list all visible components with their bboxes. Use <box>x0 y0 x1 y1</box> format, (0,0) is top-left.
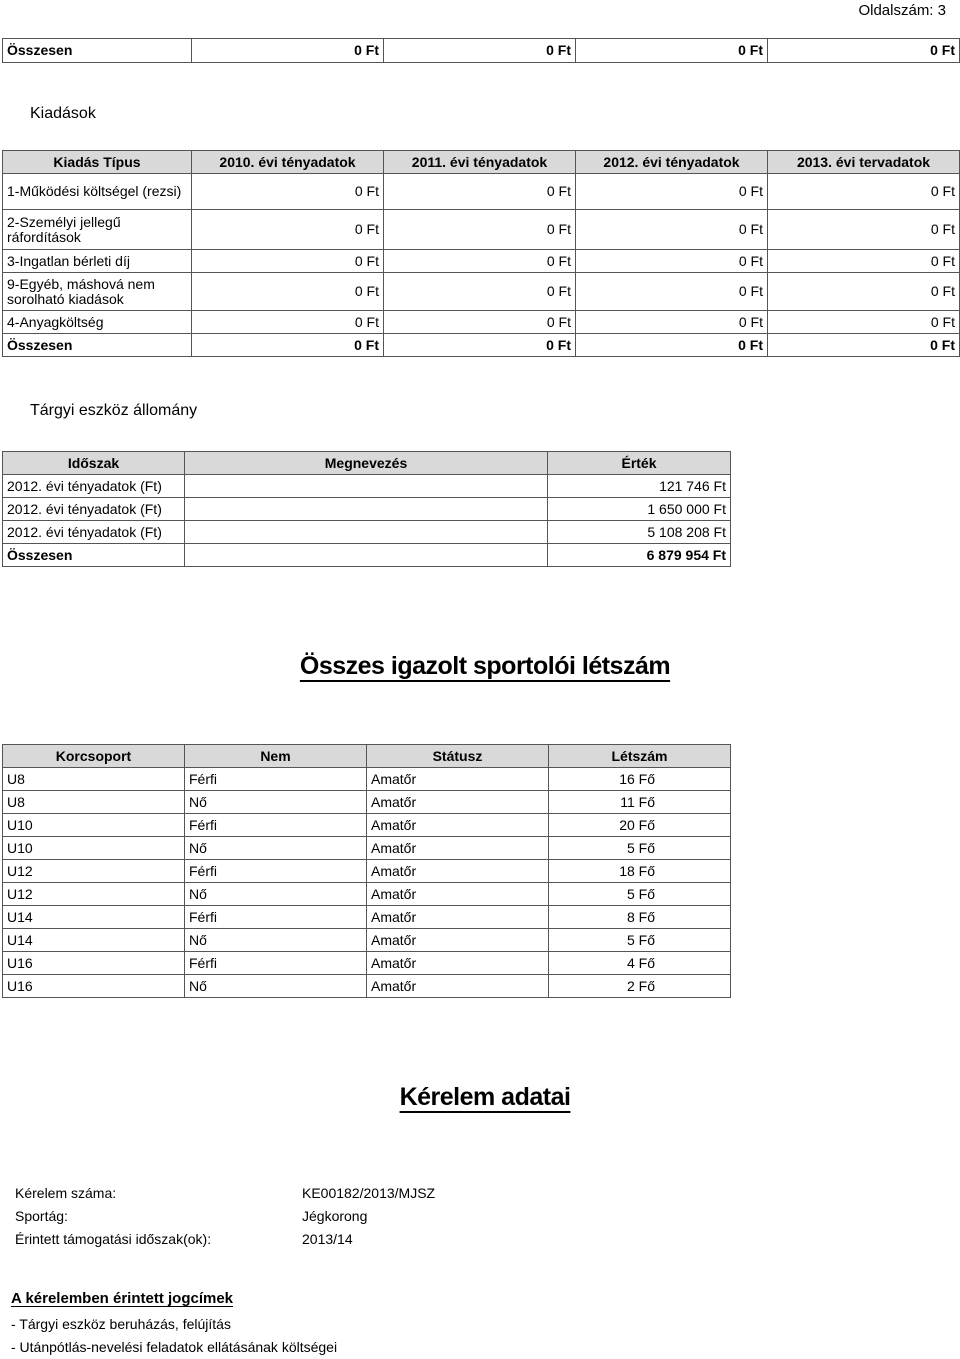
expenses-table <box>2 150 960 357</box>
list-item: - Utánpótlás-nevelési feladatok ellátásának költségei <box>11 1339 338 1355</box>
table-row <box>3 174 960 210</box>
request-field-value: 2013/14 <box>302 1231 353 1247</box>
request-field-label: Érintett támogatási időszak(ok): <box>15 1231 212 1247</box>
expense-value: 0 Ft <box>384 174 576 210</box>
table-row <box>3 210 960 250</box>
status: Amatőr <box>367 860 549 883</box>
expense-type: 1-Működési költségel (rezsi) <box>3 174 192 210</box>
table-row <box>3 791 731 814</box>
table-row <box>3 250 960 273</box>
gender: Nő <box>185 791 367 814</box>
expenses-header: Kiadás Típus <box>3 151 192 174</box>
status: Amatőr <box>367 975 549 998</box>
headcount: 2 Fő <box>549 975 731 998</box>
table-row <box>3 883 731 906</box>
top-total-value: 0 Ft <box>384 39 576 63</box>
headcount: 18 Fő <box>549 860 731 883</box>
legal-list <box>11 1313 337 1359</box>
table-row <box>3 906 731 929</box>
athletes-header: Korcsoport <box>3 745 185 768</box>
assets-total-value: 6 879 954 Ft <box>548 544 731 567</box>
expense-value: 0 Ft <box>192 210 384 250</box>
asset-name <box>185 475 548 498</box>
age-group: U16 <box>3 975 185 998</box>
athletes-header: Létszám <box>549 745 731 768</box>
table-row <box>3 475 731 498</box>
expense-value: 0 Ft <box>192 311 384 334</box>
expense-value: 0 Ft <box>576 174 768 210</box>
expense-value: 0 Ft <box>192 273 384 311</box>
age-group: U12 <box>3 860 185 883</box>
gender: Férfi <box>185 860 367 883</box>
headcount: 4 Fő <box>549 952 731 975</box>
expenses-total-value: 0 Ft <box>768 334 960 357</box>
asset-period: 2012. évi tényadatok (Ft) <box>3 498 185 521</box>
gender: Férfi <box>185 952 367 975</box>
expenses-header: 2013. évi tervadatok <box>768 151 960 174</box>
table-row <box>3 975 731 998</box>
asset-name <box>185 498 548 521</box>
athletes-header: Státusz <box>367 745 549 768</box>
expenses-header: 2012. évi tényadatok <box>576 151 768 174</box>
expense-type: 9-Egyéb, máshová nem sorolható kiadások <box>3 273 192 311</box>
table-row <box>3 273 960 311</box>
assets-table <box>2 451 731 567</box>
page-number: Oldalszám: 3 <box>858 2 946 19</box>
headcount: 16 Fő <box>549 768 731 791</box>
age-group: U8 <box>3 768 185 791</box>
status: Amatőr <box>367 906 549 929</box>
request-title: Kérelem adatai <box>399 1083 571 1111</box>
expense-type: 2-Személyi jellegű ráfordítások <box>3 210 192 250</box>
expenses-total-value: 0 Ft <box>384 334 576 357</box>
request-field-label: Kérelem száma: <box>15 1185 117 1201</box>
expense-value: 0 Ft <box>384 273 576 311</box>
gender: Férfi <box>185 814 367 837</box>
asset-name <box>185 521 548 544</box>
request-field-label: Sportág: <box>15 1208 68 1224</box>
expenses-total-label: Összesen <box>3 334 192 357</box>
assets-header: Érték <box>548 452 731 475</box>
table-row <box>3 768 731 791</box>
table-row <box>3 860 731 883</box>
gender: Nő <box>185 883 367 906</box>
expenses-total-value: 0 Ft <box>576 334 768 357</box>
expenses-title: Kiadások <box>30 105 96 122</box>
table-row <box>3 952 731 975</box>
request-labels <box>15 1182 211 1251</box>
gender: Férfi <box>185 906 367 929</box>
headcount: 5 Fő <box>549 837 731 860</box>
table-row <box>3 498 731 521</box>
expense-value: 0 Ft <box>768 174 960 210</box>
asset-value: 121 746 Ft <box>548 475 731 498</box>
status: Amatőr <box>367 952 549 975</box>
expense-value: 0 Ft <box>192 250 384 273</box>
expense-type: 4-Anyagköltség <box>3 311 192 334</box>
assets-title: Tárgyi eszköz állomány <box>30 402 198 419</box>
assets-header: Időszak <box>3 452 185 475</box>
table-row <box>3 837 731 860</box>
asset-value: 5 108 208 Ft <box>548 521 731 544</box>
table-row <box>3 544 731 567</box>
age-group: U10 <box>3 837 185 860</box>
request-values <box>302 1182 435 1251</box>
age-group: U14 <box>3 929 185 952</box>
request-field-value: KE00182/2013/MJSZ <box>302 1185 436 1201</box>
top-total-value: 0 Ft <box>768 39 960 63</box>
age-group: U16 <box>3 952 185 975</box>
table-row <box>3 521 731 544</box>
expense-value: 0 Ft <box>768 210 960 250</box>
top-total-label: Összesen <box>3 39 192 63</box>
assets-total-label: Összesen <box>3 544 185 567</box>
headcount: 5 Fő <box>549 883 731 906</box>
status: Amatőr <box>367 814 549 837</box>
top-total-table <box>2 38 960 63</box>
table-row <box>3 814 731 837</box>
status: Amatőr <box>367 883 549 906</box>
gender: Nő <box>185 975 367 998</box>
list-item: - Tárgyi eszköz beruházás, felújítás <box>11 1316 231 1332</box>
expense-value: 0 Ft <box>576 210 768 250</box>
expense-value: 0 Ft <box>768 311 960 334</box>
status: Amatőr <box>367 768 549 791</box>
status: Amatőr <box>367 837 549 860</box>
expenses-header: 2011. évi tényadatok <box>384 151 576 174</box>
age-group: U10 <box>3 814 185 837</box>
asset-period: 2012. évi tényadatok (Ft) <box>3 521 185 544</box>
request-field-value: Jégkorong <box>302 1208 368 1224</box>
asset-period: 2012. évi tényadatok (Ft) <box>3 475 185 498</box>
top-total-value: 0 Ft <box>576 39 768 63</box>
gender: Nő <box>185 929 367 952</box>
expense-value: 0 Ft <box>384 210 576 250</box>
table-row <box>3 334 960 357</box>
expense-value: 0 Ft <box>768 250 960 273</box>
athletes-title: Összes igazolt sportolói létszám <box>299 652 671 680</box>
expense-value: 0 Ft <box>576 250 768 273</box>
table-row <box>3 929 731 952</box>
age-group: U14 <box>3 906 185 929</box>
headcount: 5 Fő <box>549 929 731 952</box>
expense-value: 0 Ft <box>768 273 960 311</box>
asset-name <box>185 544 548 567</box>
expense-value: 0 Ft <box>576 311 768 334</box>
age-group: U12 <box>3 883 185 906</box>
expense-value: 0 Ft <box>384 250 576 273</box>
expense-value: 0 Ft <box>192 174 384 210</box>
expenses-total-value: 0 Ft <box>192 334 384 357</box>
expense-value: 0 Ft <box>384 311 576 334</box>
athletes-table <box>2 744 731 998</box>
assets-header: Megnevezés <box>185 452 548 475</box>
status: Amatőr <box>367 791 549 814</box>
headcount: 20 Fő <box>549 814 731 837</box>
age-group: U8 <box>3 791 185 814</box>
expense-value: 0 Ft <box>576 273 768 311</box>
expenses-header: 2010. évi tényadatok <box>192 151 384 174</box>
table-row <box>3 311 960 334</box>
top-total-value: 0 Ft <box>192 39 384 63</box>
legal-title: A kérelemben érintett jogcímek <box>11 1290 234 1307</box>
asset-value: 1 650 000 Ft <box>548 498 731 521</box>
expense-type: 3-Ingatlan bérleti díj <box>3 250 192 273</box>
gender: Nő <box>185 837 367 860</box>
gender: Férfi <box>185 768 367 791</box>
status: Amatőr <box>367 929 549 952</box>
headcount: 11 Fő <box>549 791 731 814</box>
athletes-header: Nem <box>185 745 367 768</box>
headcount: 8 Fő <box>549 906 731 929</box>
